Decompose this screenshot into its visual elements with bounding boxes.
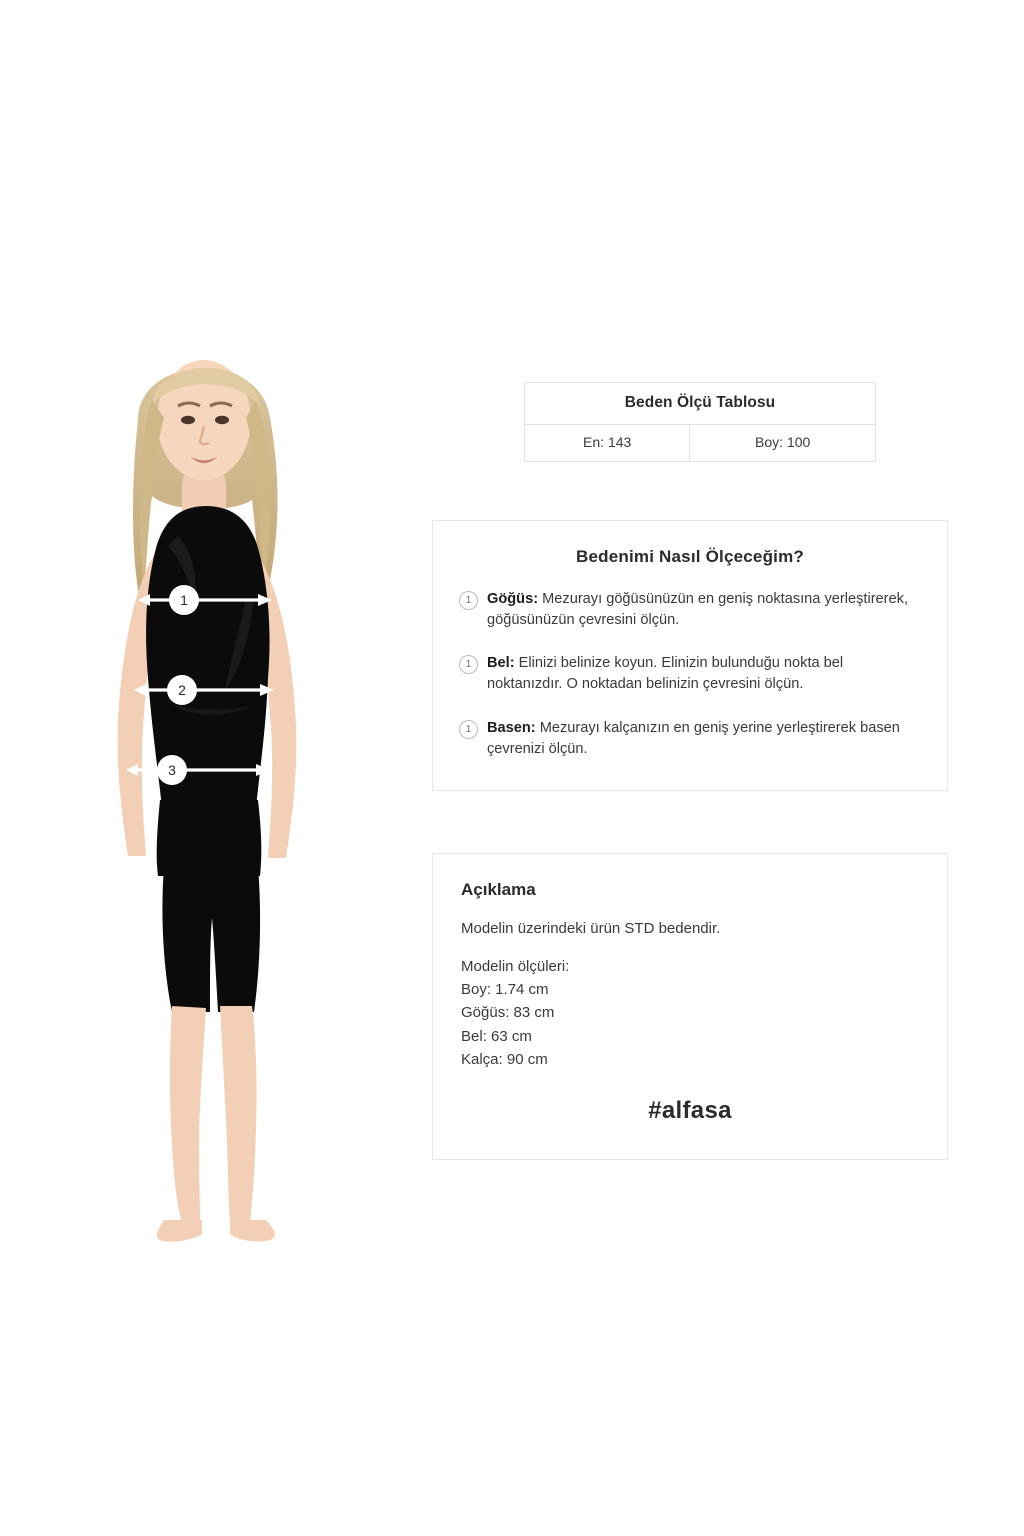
model-measure-waist: Bel: 63 cm	[461, 1027, 532, 1045]
biker-shorts	[162, 866, 260, 1012]
description-product-note: Modelin üzerindeki ürün STD bedendir.	[461, 919, 721, 937]
measure-guide-text-waist	[487, 653, 921, 695]
left-eye	[181, 416, 195, 424]
brand-hashtag: #alfasa	[648, 1097, 732, 1125]
measure-term-chest: Göğüs:	[487, 591, 539, 607]
size-table-header-row	[525, 383, 876, 425]
left-leg	[170, 1006, 206, 1222]
measure-guide-text-chest	[487, 589, 921, 631]
hip-arrow-right	[256, 764, 270, 776]
model-measure-hip: Kalça: 90 cm	[461, 1050, 548, 1068]
left-foot	[157, 1220, 202, 1242]
size-table-cell-length: Boy: 100	[690, 425, 876, 462]
chest-marker-number: 1	[180, 592, 188, 608]
size-table	[524, 382, 876, 462]
model-measures-block	[461, 955, 919, 1071]
bullet-icon: 1	[459, 655, 478, 674]
model-figure	[60, 300, 390, 1250]
description-title: Açıklama	[461, 879, 536, 899]
measure-guide-card	[432, 520, 948, 791]
measure-term-hip: Basen:	[487, 719, 536, 736]
waist-marker-number: 2	[178, 682, 186, 698]
measure-body-waist: Elinizi belinize koyun. Elinizin bulunduğu nokta bel noktanızdır. O noktadan belinizin çevresini ölçün.	[487, 655, 844, 693]
measure-body-hip: Mezurayı kalçanızın en geniş yerine yerleştirerek basen çevrenizi ölçün.	[487, 719, 900, 757]
info-column	[432, 382, 948, 1160]
right-eye	[215, 416, 229, 424]
measure-guide-item-chest	[459, 589, 921, 631]
size-table-cell-width: En: 143	[583, 434, 632, 450]
model-photo	[60, 300, 390, 1250]
measure-guide-text-hip	[487, 718, 921, 760]
measure-guide-item-hip	[459, 718, 921, 760]
size-table-value-row	[525, 425, 876, 462]
right-foot	[230, 1220, 275, 1241]
measure-guide-item-waist	[459, 653, 921, 695]
model-measures-label: Modelin ölçüleri:	[461, 957, 570, 975]
measure-guide-title: Bedenimi Nasıl Ölçeceğim?	[576, 547, 804, 566]
description-card	[432, 853, 948, 1160]
bullet-icon: 1	[459, 591, 478, 610]
model-measure-chest: Göğüs: 83 cm	[461, 1004, 555, 1022]
bullet-icon: 1	[459, 720, 478, 739]
size-table-title: Beden Ölçü Tablosu	[525, 383, 876, 425]
hip-marker-number: 3	[168, 762, 176, 778]
tunic-hem	[157, 800, 262, 876]
right-leg	[220, 1006, 257, 1222]
measure-term-waist: Bel:	[487, 655, 515, 672]
measure-body-chest: Mezurayı göğüsünüzün en geniş noktasına yerleştirerek, göğüsünüzün çevresini ölçün.	[487, 591, 908, 629]
model-measure-height: Boy: 1.74 cm	[461, 981, 549, 999]
